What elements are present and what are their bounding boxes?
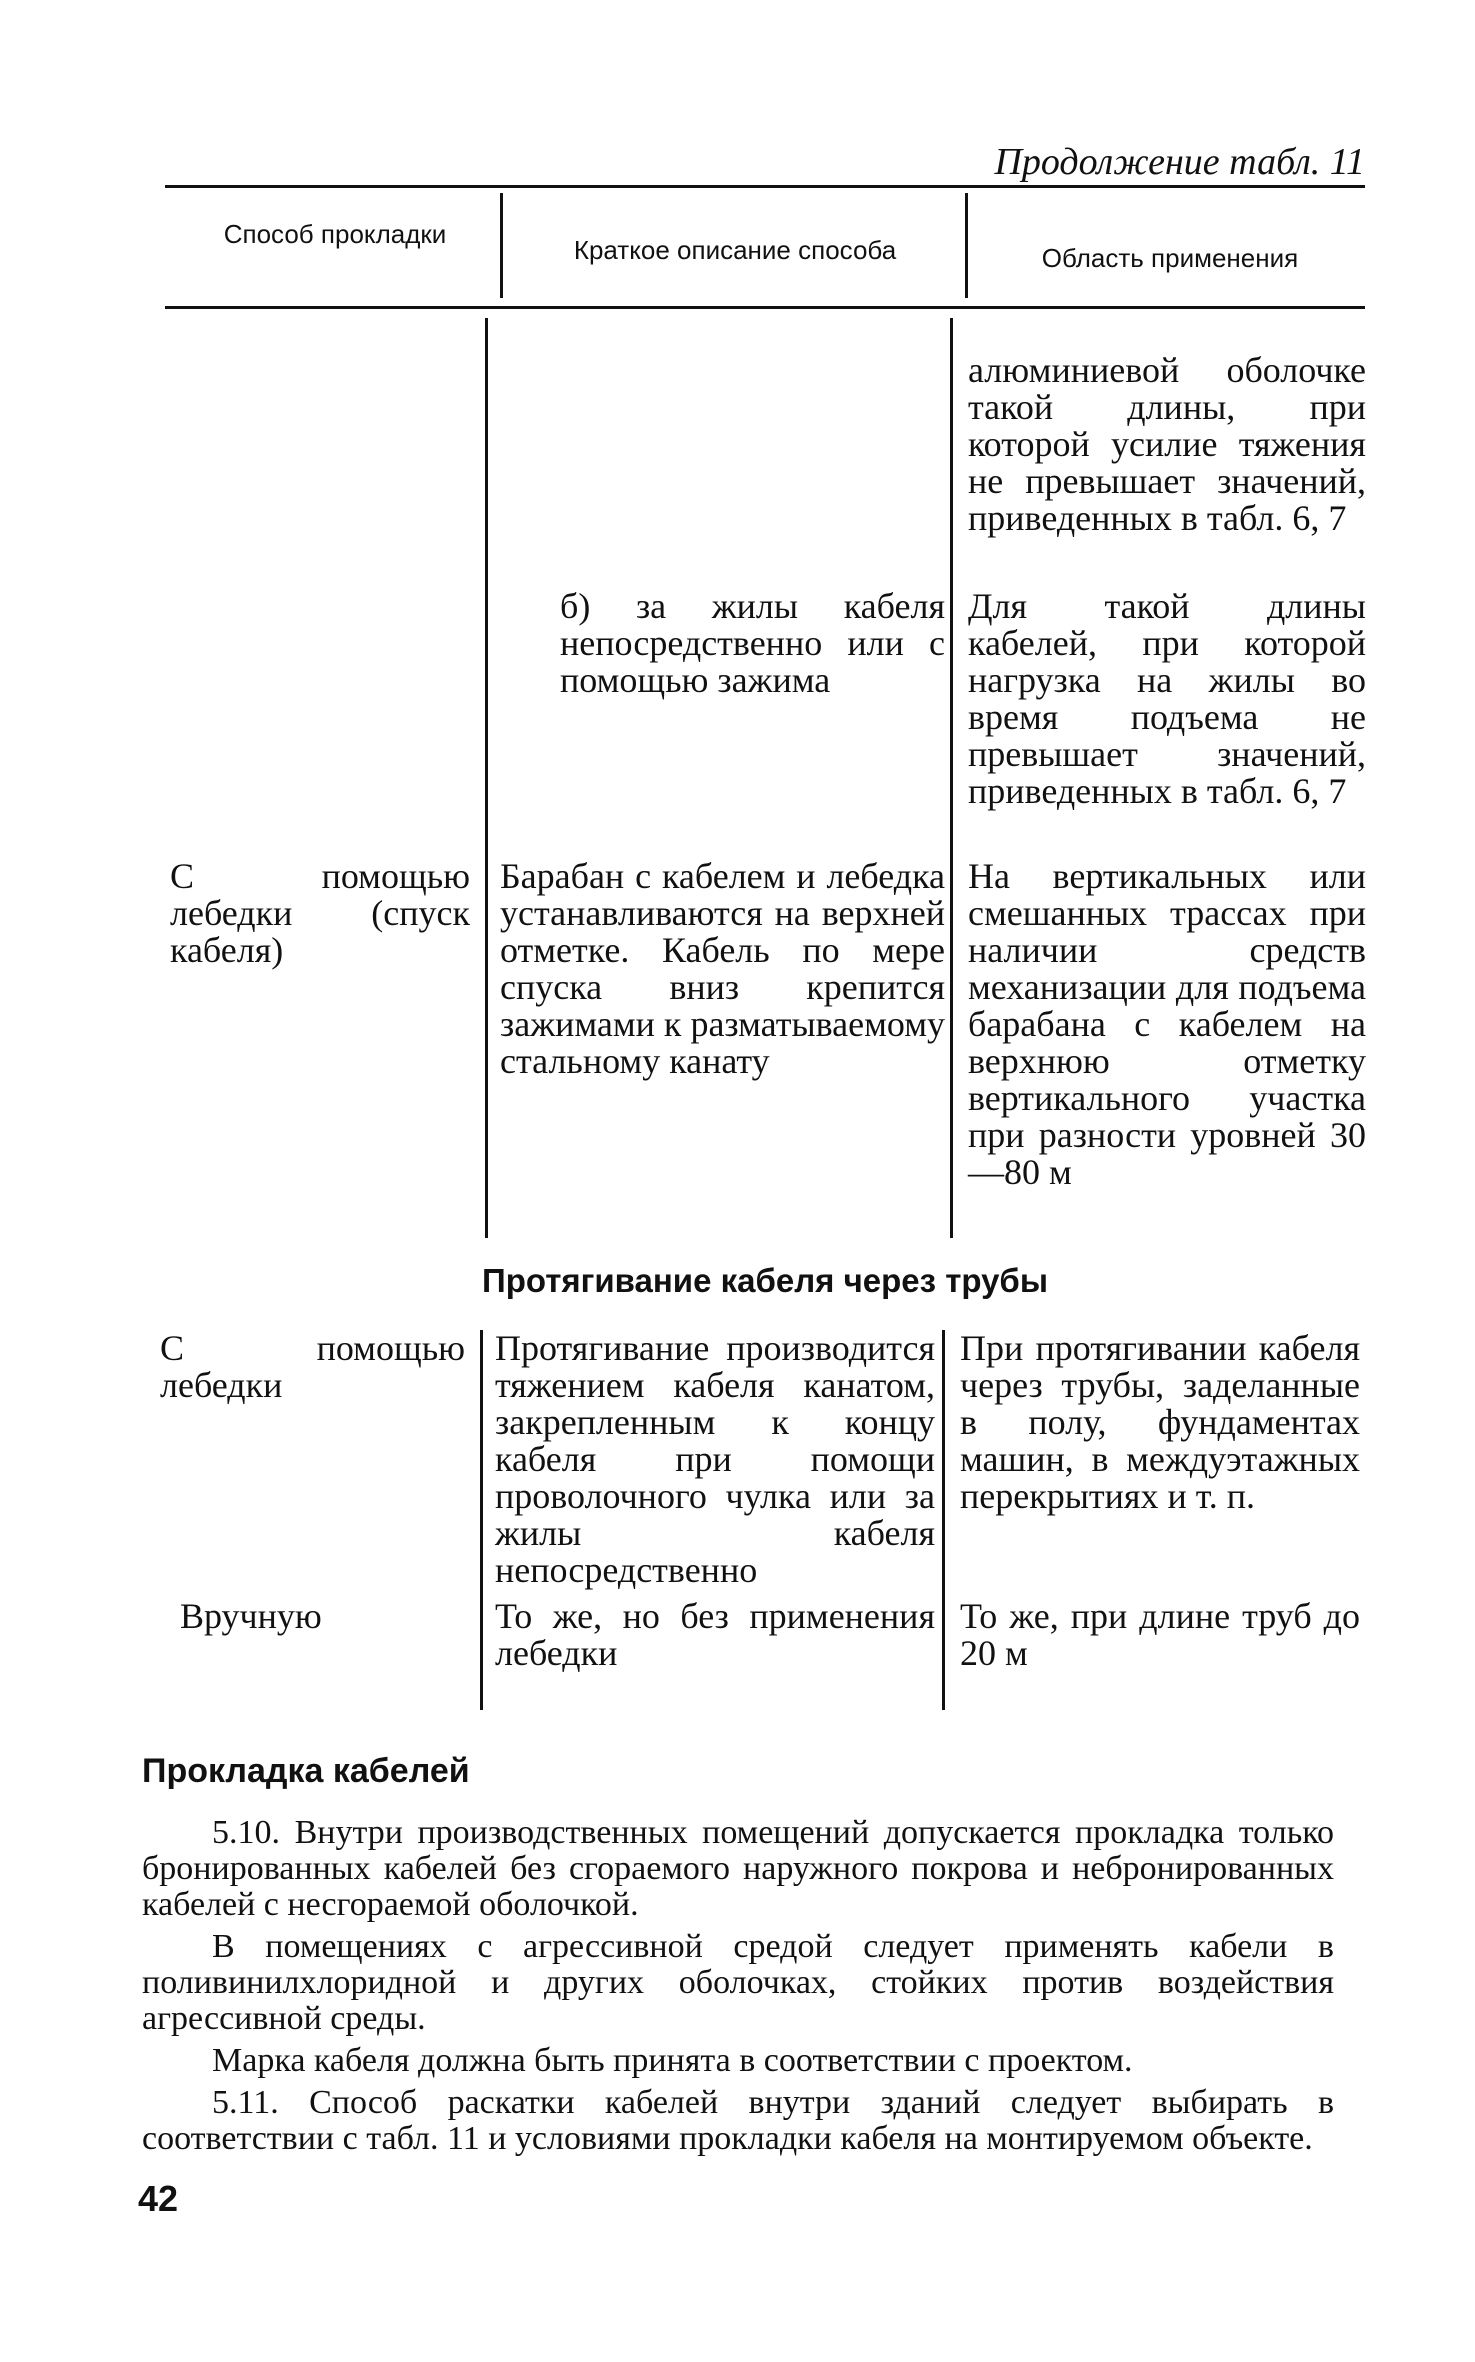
section-row1-description: То же, но без применения лебедки <box>495 1596 935 1673</box>
row2-application: На вертикальных или смешанных трассах при наличии средств механизации для подъема барабана с кабелем на верхнюю отметку вертикального участка при разности уровней 30—80 м <box>968 856 1366 1192</box>
body-separator-2 <box>950 318 953 1238</box>
header-separator-1 <box>500 193 503 298</box>
body-separator-1 <box>485 318 488 1238</box>
table-header-rule <box>165 306 1365 309</box>
row2-method: С помощью лебедки (спуск кабеля) <box>170 856 470 970</box>
section-row0-description: Протягивание производится тяжением кабеля канатом, закрепленным к концу кабеля при помощи проволочного чулка или за жилы кабеля непосредственно <box>495 1328 935 1590</box>
row1-application: Для такой длины кабелей, при которой нагрузка на жилы во время подъема не превышает значений, приведенных в табл. 6, 7 <box>968 586 1366 811</box>
paragraph-5-10: 5.10. Внутри производственных помещений допускается прокладка только бронированных кабелей без сгораемого наружного покрова и небронированных кабелей с несгораемой оболочкой. <box>142 1814 1334 1923</box>
section-row1-application: То же, при длине труб до 20 м <box>960 1596 1360 1673</box>
header-description: Краткое описание способа <box>573 235 897 265</box>
paragraph-cable-grade: Марка кабеля должна быть принята в соответствии с проектом. <box>212 2042 1133 2079</box>
header-application: Область применения <box>1041 243 1299 273</box>
section-title: Протягивание кабеля через трубы <box>482 1262 1048 1299</box>
table-top-rule <box>165 185 1365 188</box>
paragraph-5-11: 5.11. Способ раскатки кабелей внутри зданий следует выбирать в соответствии с табл. 11 и условиями прокладки кабеля на монтируемом объекте. <box>142 2084 1334 2157</box>
section-heading: Прокладка кабелей <box>142 1752 470 1790</box>
header-method: Способ прокладки <box>223 219 447 249</box>
lower-separator-2 <box>942 1330 945 1710</box>
header-separator-2 <box>965 193 968 298</box>
lower-separator-1 <box>480 1330 483 1710</box>
body-text <box>142 1815 1334 2157</box>
section-row0-method: С помощью лебедки <box>160 1328 465 1405</box>
page-number: 42 <box>138 2178 179 2219</box>
section-row0-application: При протягивании кабеля через трубы, заделанные в полу, фундаментах машин, в междуэтажных перекрытиях и т. п. <box>960 1328 1360 1516</box>
row2-description: Барабан с кабелем и лебедка устанавливаются на верхней отметке. Кабель по мере спуска вниз крепится зажимами к разматываемому стальному канату <box>500 856 945 1081</box>
row0-application: алюминиевой оболочке такой длины, при которой усилие тяжения не превышает значений, приведенных в табл. 6, 7 <box>968 350 1366 538</box>
table-caption: Продолжение табл. 11 <box>994 141 1365 183</box>
section-row1-method: Вручную <box>180 1596 322 1636</box>
row1-description: б) за жилы кабеля непосредственно или с помощью зажима <box>560 586 945 700</box>
paragraph-aggressive-env: В помещениях с агрессивной средой следует применять кабели в поливинилхлоридной и других оболочках, стойких против воздействия агрессивной среды. <box>142 1928 1334 2037</box>
